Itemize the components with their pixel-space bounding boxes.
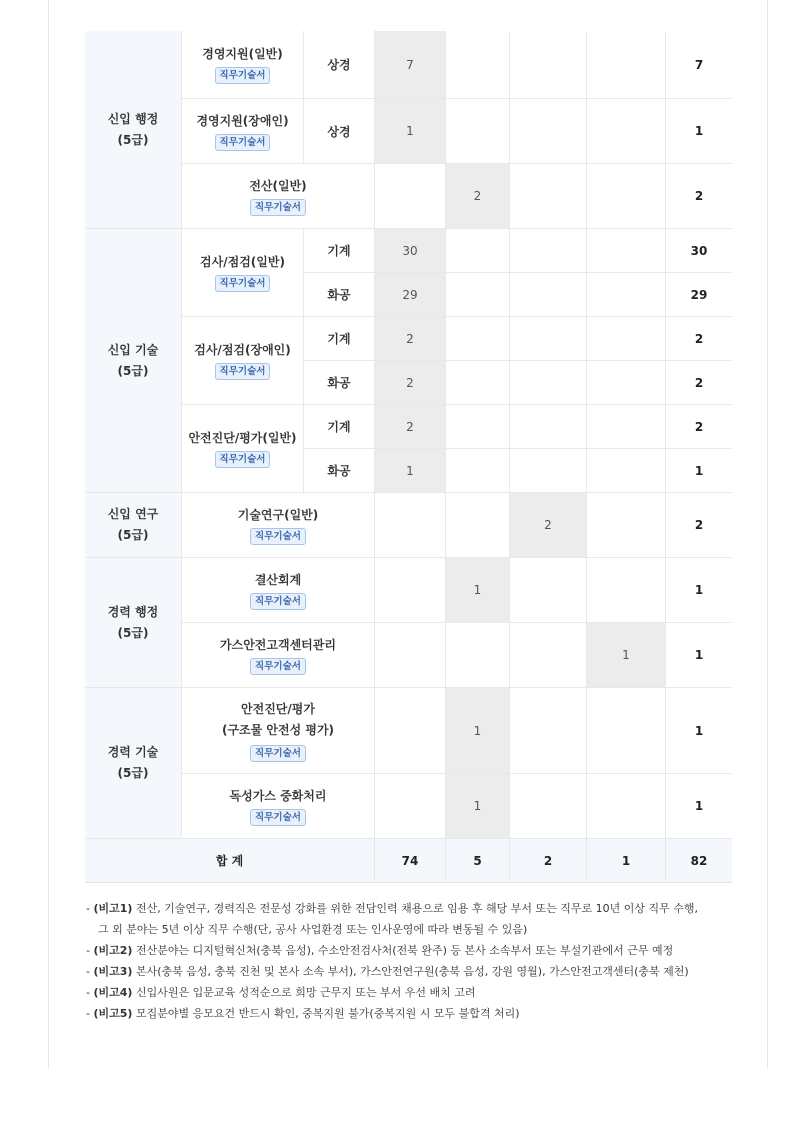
row-total: 1 (666, 99, 732, 164)
sum-cell: 1 (587, 839, 666, 883)
count-cell (375, 558, 446, 623)
remark-text: 전산분야는 디지털혁신처(충북 음성), 수소안전검사처(전북 완주) 등 본사 소속부서 또는 부설기관에서 근무 예정 (135, 944, 674, 957)
field-name: 검사/점검(장애인) (194, 343, 291, 357)
field-name: 검사/점검(일반) (200, 255, 285, 269)
count-cell: 7 (375, 31, 446, 99)
count-cell (510, 361, 587, 405)
remark-text: 모집분야별 응모요건 반드시 확인, 중복지원 불가(중복지원 시 모두 불합격 처리) (135, 1007, 520, 1020)
sum-cell: 5 (446, 839, 510, 883)
count-cell (510, 405, 587, 449)
count-cell (510, 229, 587, 273)
count-cell (446, 273, 510, 317)
count-cell (587, 493, 666, 558)
count-cell (446, 31, 510, 99)
count-cell (510, 774, 587, 839)
field-name: 안전진단/평가(일반) (188, 431, 297, 445)
field-cell (182, 229, 304, 317)
row-total: 29 (666, 273, 732, 317)
row-total: 2 (666, 164, 732, 229)
row-total: 2 (666, 493, 732, 558)
job-description-badge[interactable]: 직무기술서 (250, 593, 306, 610)
field-cell (182, 558, 375, 623)
field-cell (182, 317, 304, 405)
job-description-badge[interactable]: 직무기술서 (250, 528, 306, 545)
row-total: 30 (666, 229, 732, 273)
field-name: 독성가스 중화처리 (229, 788, 327, 803)
job-description-badge[interactable]: 직무기술서 (215, 67, 271, 84)
remark-item: - (비고4) 신입사원은 입문교육 성적순으로 희망 근무지 또는 부서 우선 배치 고려 (86, 986, 476, 999)
count-cell: 1 (587, 623, 666, 688)
count-cell (375, 623, 446, 688)
count-cell (510, 31, 587, 99)
sub-field: 기계 (304, 405, 375, 449)
count-cell: 2 (446, 164, 510, 229)
count-cell (446, 623, 510, 688)
row-total: 1 (666, 449, 732, 493)
count-cell (587, 558, 666, 623)
page-border-right (767, 0, 768, 1068)
field-cell (182, 405, 304, 493)
row-total: 1 (666, 558, 732, 623)
remark-item: - (비고5) 모집분야별 응모요건 반드시 확인, 중복지원 불가(중복지원 시 모두 불합격 처리) (86, 1007, 520, 1020)
count-cell (587, 688, 666, 774)
count-cell (510, 317, 587, 361)
sum-cell: 2 (510, 839, 587, 883)
remark-tag: (비고4) (93, 986, 133, 999)
remark-item: - (비고3) 본사(충북 음성, 충북 진천 및 본사 소속 부서), 가스안전연구원(충북 음성, 강원 영월), 가스안전고객센터(충북 제천) (86, 965, 689, 978)
count-cell: 2 (510, 493, 587, 558)
row-total: 2 (666, 317, 732, 361)
count-cell (587, 449, 666, 493)
count-cell (510, 449, 587, 493)
count-cell (446, 493, 510, 558)
field-cell (182, 164, 375, 229)
count-cell (446, 449, 510, 493)
sub-field: 화공 (304, 273, 375, 317)
row-total: 2 (666, 361, 732, 405)
field-cell (182, 688, 375, 774)
remark-item: - (비고1) 전산, 기술연구, 경력직은 전문성 강화를 위한 전담인력 채용으로 임용 후 해당 부서 또는 직무로 10년 이상 직무 수행, 그 외 분야는 5년 이상 직무 수행(단, 공사 사업환경 또는 인사운영에 따라 변동될 수 있음) (86, 898, 746, 940)
remark-tag: (비고3) (93, 965, 133, 978)
field-cell (182, 774, 375, 839)
job-description-badge[interactable]: 직무기술서 (250, 658, 306, 675)
count-cell (587, 273, 666, 317)
row-total: 1 (666, 688, 732, 774)
count-cell (587, 317, 666, 361)
remark-item: - (비고2) 전산분야는 디지털혁신처(충북 음성), 수소안전검사처(전북 완주) 등 본사 소속부서 또는 부설기관에서 근무 예정 (86, 944, 674, 957)
remark-text: 신입사원은 입문교육 성적순으로 희망 근무지 또는 부서 우선 배치 고려 (135, 986, 476, 999)
count-cell: 30 (375, 229, 446, 273)
field-name: 가스안전고객센터관리 (220, 637, 336, 652)
field-cell (182, 31, 304, 99)
job-description-badge[interactable]: 직무기술서 (215, 134, 271, 151)
field-cell (182, 99, 304, 164)
count-cell (510, 273, 587, 317)
row-total: 1 (666, 623, 732, 688)
field-name: 경영지원(일반) (202, 47, 283, 61)
sub-field: 기계 (304, 317, 375, 361)
count-cell: 1 (446, 558, 510, 623)
count-cell (587, 31, 666, 99)
count-cell (587, 164, 666, 229)
count-cell: 29 (375, 273, 446, 317)
field-cell (182, 623, 375, 688)
sub-field: 상경 (304, 31, 375, 99)
group-label: 신입 행정 (5급) (85, 31, 182, 229)
field-name: 안전진단/평가 (구조물 안전성 평가) (221, 702, 335, 737)
count-cell (446, 99, 510, 164)
remark-text: 전산, 기술연구, 경력직은 전문성 강화를 위한 전담인력 채용으로 임용 후 해당 부서 또는 직무로 10년 이상 직무 수행, (135, 902, 699, 915)
count-cell (510, 623, 587, 688)
field-name: 기술연구(일반) (237, 507, 319, 522)
count-cell (587, 229, 666, 273)
group-label: 경력 기술 (5급) (85, 688, 182, 839)
sum-cell: 74 (375, 839, 446, 883)
sum-label: 합 계 (85, 839, 375, 883)
count-cell: 2 (375, 317, 446, 361)
sub-field: 기계 (304, 229, 375, 273)
count-cell (510, 99, 587, 164)
count-cell (587, 99, 666, 164)
count-cell: 1 (446, 688, 510, 774)
sum-total: 82 (666, 839, 732, 883)
job-description-badge[interactable]: 직무기술서 (215, 275, 271, 292)
job-description-badge[interactable]: 직무기술서 (215, 451, 271, 468)
sub-field: 상경 (304, 99, 375, 164)
remark-text: 본사(충북 음성, 충북 진천 및 본사 소속 부서), 가스안전연구원(충북 음성, 강원 영월), 가스안전고객센터(충북 제천) (135, 965, 689, 978)
group-label: 경력 행정 (5급) (85, 558, 182, 688)
job-description-badge[interactable]: 직무기술서 (250, 809, 306, 826)
field-name: 전산(일반) (249, 178, 307, 193)
count-cell (375, 164, 446, 229)
job-description-badge[interactable]: 직무기술서 (250, 745, 306, 762)
job-description-badge[interactable]: 직무기술서 (250, 199, 306, 216)
count-cell (587, 774, 666, 839)
remark-tag: (비고2) (93, 944, 133, 957)
count-cell (446, 405, 510, 449)
remark-tag: (비고5) (93, 1007, 133, 1020)
count-cell (510, 558, 587, 623)
remark-continuation: 그 외 분야는 5년 이상 직무 수행(단, 공사 사업환경 또는 인사운영에 따라 변동될 수 있음) (98, 923, 528, 936)
count-cell (446, 361, 510, 405)
count-cell: 2 (375, 361, 446, 405)
count-cell (587, 405, 666, 449)
count-cell (446, 229, 510, 273)
page-border-left (48, 0, 49, 1068)
sub-field: 화공 (304, 361, 375, 405)
field-name: 경영지원(장애인) (196, 113, 289, 128)
count-cell: 1 (446, 774, 510, 839)
count-cell: 1 (375, 99, 446, 164)
field-cell (182, 493, 375, 558)
field-name: 결산회계 (254, 572, 302, 587)
count-cell (375, 493, 446, 558)
group-label: 신입 연구 (5급) (85, 493, 182, 558)
count-cell (510, 164, 587, 229)
count-cell: 2 (375, 405, 446, 449)
count-cell (446, 317, 510, 361)
row-total: 7 (666, 31, 732, 99)
sub-field: 화공 (304, 449, 375, 493)
count-cell (375, 774, 446, 839)
count-cell (587, 361, 666, 405)
row-total: 2 (666, 405, 732, 449)
count-cell (375, 688, 446, 774)
job-description-badge[interactable]: 직무기술서 (215, 363, 271, 380)
group-label: 신입 기술 (5급) (85, 229, 182, 493)
count-cell (510, 688, 587, 774)
remarks-list (86, 898, 746, 1024)
recruitment-table (85, 31, 732, 883)
remark-tag: (비고1) (93, 902, 133, 915)
count-cell: 1 (375, 449, 446, 493)
row-total: 1 (666, 774, 732, 839)
